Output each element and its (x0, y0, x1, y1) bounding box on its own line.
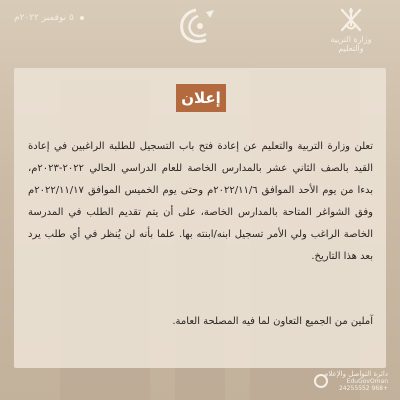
announcement-title: إعلان (176, 84, 226, 112)
ministry-logo (316, 6, 386, 56)
center-logo-icon (170, 6, 222, 48)
announcement-paragraph: تعلن وزارة التربية والتعليم عن إعادة فتح باب التسجيل للطلبة الراغبين في إعادة القيد بالصف الثاني عشر بالمدارس الخاصة للعام الدراسي الحالي ٢٠٢٢-٢٠٢٣م، بدءا من يوم الأحد الموافق ٢٠٢٢/١١/٦م وحتى يوم الخميس الموافق ٢٠٢٢/١١/١٧م وفق الشواغر المتاحة بالمدارس الخاصة، على أن يتم تقديم الطلب في المدرسة الخاصة الراغب ولي الأمر تسجيل ابنه/ابنته بها. علما بأنه لن يُنظر في أي طلب يرد بعد هذا التاريخ. (28, 141, 373, 262)
oman-emblem-icon (338, 6, 364, 34)
date-bullet-icon (80, 16, 84, 20)
announcement-body (28, 136, 373, 268)
announcement-closing: آملين من الجميع التعاون لما فيه المصلحة العامة. (172, 316, 373, 327)
footer-department-logo: دائرة التواصل والإعلام EduGovOman +968 24255552 (298, 370, 388, 398)
ministry-logo-text: وزارة التربية والتعليم (330, 35, 372, 53)
header (0, 0, 400, 62)
footer (0, 368, 400, 400)
footer-logo-icon (314, 374, 328, 388)
announcement-date: ٥ نوفمبر ٢٠٢٢م (14, 13, 84, 23)
